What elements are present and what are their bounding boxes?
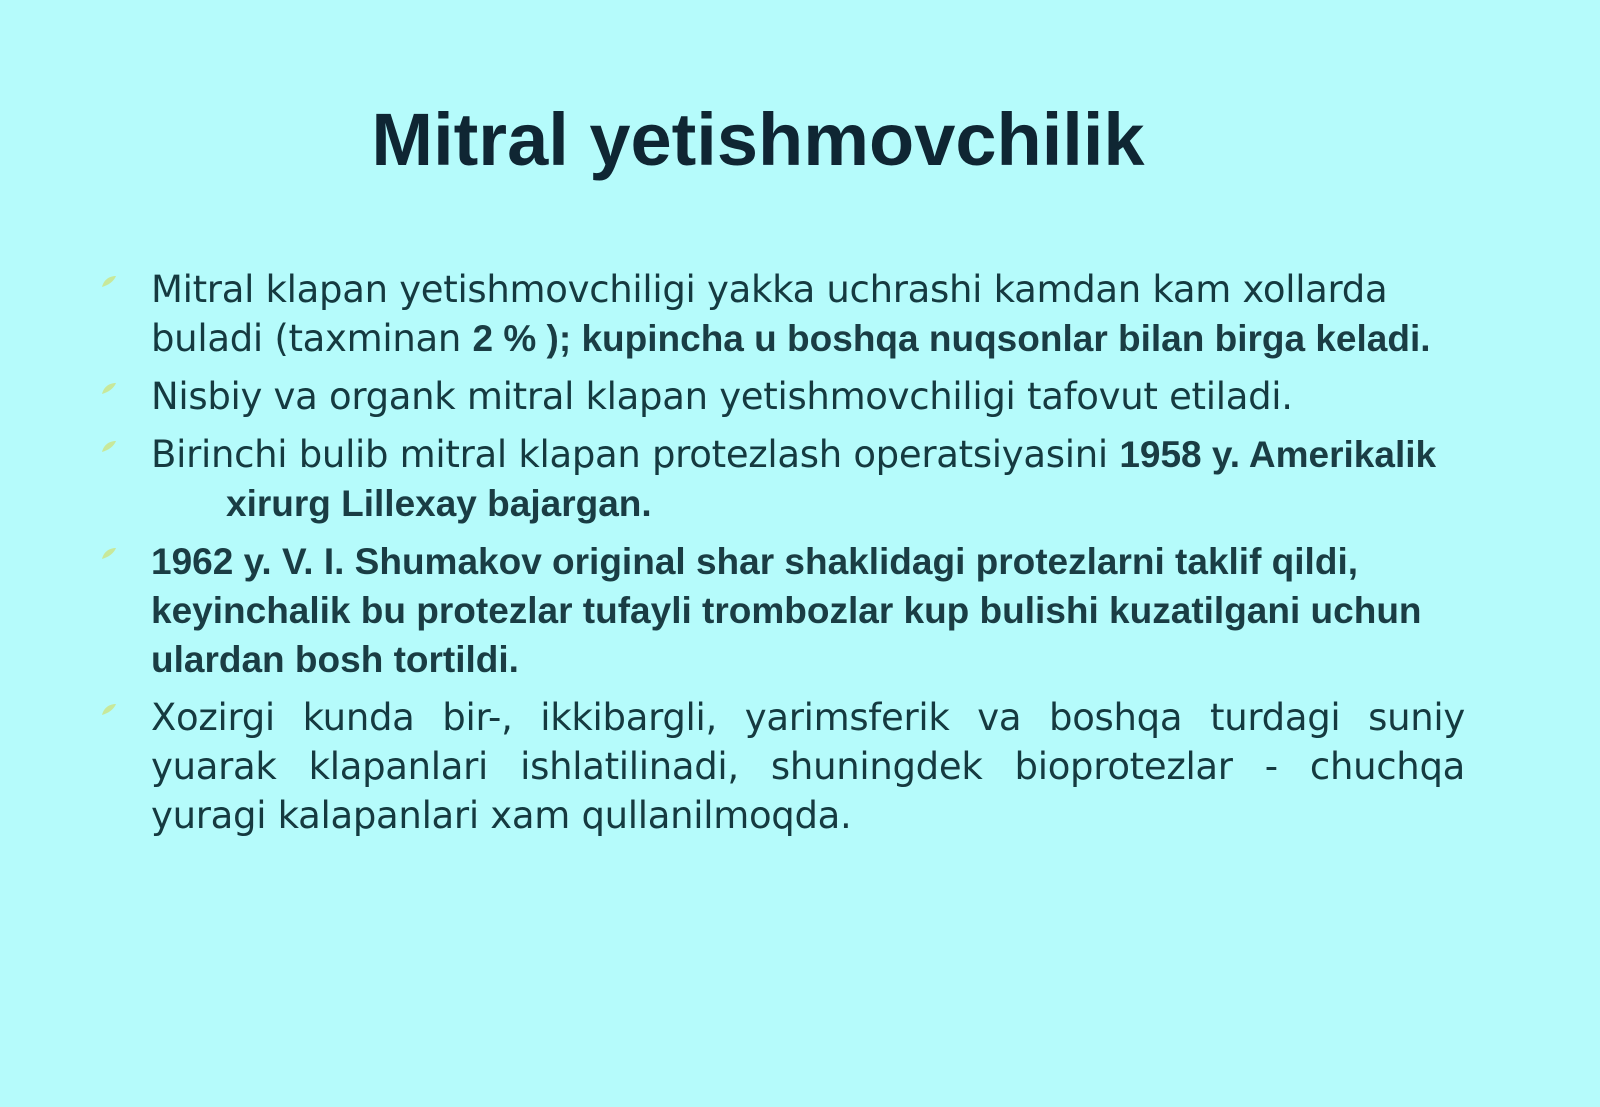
slide-title: Mitral yetishmovchilik <box>371 98 1145 181</box>
bullet-text: Xozirgi kunda bir-, ikkibargli, yarimsferik va boshqa turdagi suniy yuarak klapanlari ishlatilinadi, shuningdek bioprotezlar - chuchqa yuragi kalapanlari xam qullanilmoqda. <box>151 696 1465 837</box>
leaf-bullet-icon <box>100 545 118 563</box>
bullet-item <box>100 430 1495 528</box>
bullet-text: Mitral klapan yetishmovchiligi yakka uchrashi kamdan kam xollarda buladi (taxminan <box>151 268 1388 360</box>
bullet-text-bold: xirurg Lillexay bajargan. <box>226 483 652 524</box>
bullet-text-bold: 1958 y. Amerikalik <box>1119 434 1437 475</box>
bullet-text-bold: 2 % ); kupincha u boshqa nuqsonlar bilan birga keladi. <box>472 318 1431 359</box>
bullet-item <box>100 537 1495 684</box>
bullet-item <box>100 372 1495 421</box>
bullet-text-bold: 1962 y. V. I. Shumakov original shar shaklidagi protezlarni taklif qildi, keyinchalik bu protezlar tufayli trombozlar kup bulishi kuzatilgani uchun ulardan bosh tortildi. <box>151 541 1422 680</box>
bullet-item <box>100 693 1495 840</box>
leaf-bullet-icon <box>100 438 118 456</box>
leaf-bullet-icon <box>100 273 118 291</box>
leaf-bullet-icon <box>100 701 118 719</box>
bullet-text: Birinchi bulib mitral klapan protezlash operatsiyasini <box>151 433 1120 476</box>
leaf-bullet-icon <box>100 380 118 398</box>
bullet-item <box>100 265 1495 363</box>
bullet-list <box>100 265 1495 849</box>
bullet-text: Nisbiy va organk mitral klapan yetishmovchiligi tafovut etiladi. <box>151 375 1293 418</box>
